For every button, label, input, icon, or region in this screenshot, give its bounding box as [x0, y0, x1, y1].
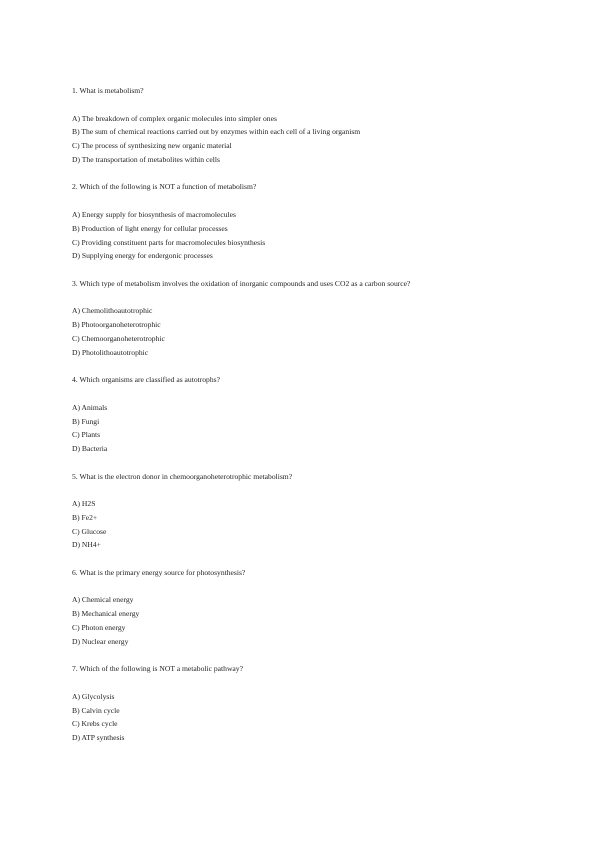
question-text: 6. What is the primary energy source for photosynthesis? — [72, 567, 246, 577]
option-b: B) Fe2+ — [72, 512, 98, 522]
option-a: A) Animals — [72, 402, 108, 412]
option-c: C) The process of synthesizing new organic material — [72, 141, 232, 151]
option-d: D) Supplying energy for endergonic processes — [72, 251, 213, 261]
option-c: C) Glucose — [72, 526, 107, 536]
question-text: 1. What is metabolism? — [72, 86, 144, 95]
option-c: C) Plants — [72, 430, 101, 440]
question-5 — [72, 470, 532, 553]
option-a: A) Energy supply for biosynthesis of macromolecules — [72, 209, 236, 219]
option-c: C) Krebs cycle — [72, 719, 118, 729]
question-6 — [72, 566, 532, 649]
question-text: 5. What is the electron donor in chemoorganoheterotrophic metabolism? — [72, 471, 293, 481]
option-a: A) The breakdown of complex organic molecules into simpler ones — [72, 113, 277, 123]
question-7 — [72, 662, 532, 745]
question-3 — [72, 277, 532, 360]
option-a: A) Glycolysis — [72, 691, 115, 701]
option-a: A) Chemolithoautotrophic — [72, 306, 153, 316]
option-d: D) Bacteria — [72, 444, 108, 454]
option-d: D) Nuclear energy — [72, 636, 129, 646]
option-d: D) ATP synthesis — [72, 733, 125, 743]
option-b: B) Calvin cycle — [72, 705, 120, 715]
question-2 — [72, 180, 532, 263]
option-d: D) The transportation of metabolites within cells — [72, 154, 220, 164]
option-b: B) Production of light energy for cellular processes — [72, 223, 228, 233]
question-text: 7. Which of the following is NOT a metabolic pathway? — [72, 664, 243, 674]
quiz-content — [72, 84, 532, 759]
option-a: A) H2S — [72, 499, 96, 509]
option-c: C) Providing constituent parts for macromolecules biosynthesis — [72, 237, 266, 247]
question-text: 4. Which organisms are classified as autotrophs? — [72, 375, 220, 385]
option-d: D) NH4+ — [72, 540, 101, 550]
option-b: B) Photoorganoheterotrophic — [72, 320, 161, 330]
question-1 — [72, 84, 532, 167]
option-b: B) The sum of chemical reactions carried out by enzymes within each cell of a living organism — [72, 127, 361, 137]
option-b: B) Mechanical energy — [72, 609, 140, 619]
question-4 — [72, 373, 532, 456]
question-text: 3. Which type of metabolism involves the oxidation of inorganic compounds and uses CO2 as a carbon source? — [72, 278, 411, 288]
question-text: 2. Which of the following is NOT a function of metabolism? — [72, 182, 257, 192]
option-a: A) Chemical energy — [72, 595, 134, 605]
option-c: C) Photon energy — [72, 623, 126, 633]
option-b: B) Fungi — [72, 416, 100, 426]
option-d: D) Photolithoautotrophic — [72, 347, 149, 357]
option-c: C) Chemoorganoheterotrophic — [72, 333, 165, 343]
